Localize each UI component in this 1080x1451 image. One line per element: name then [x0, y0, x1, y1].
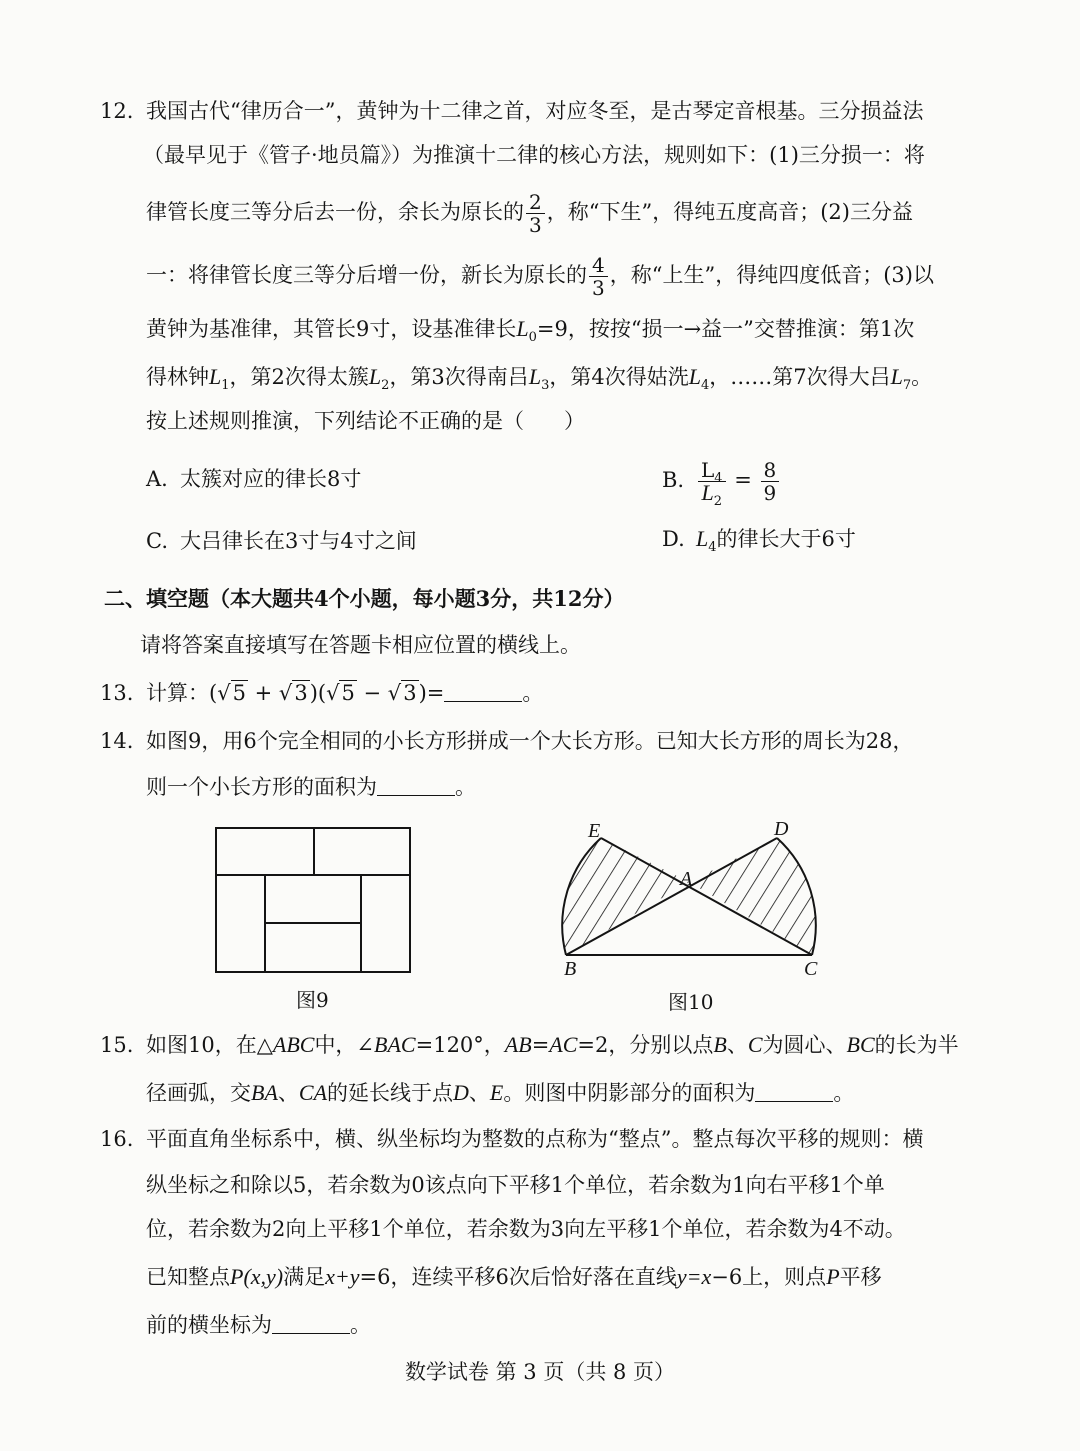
var-xy: (x,y): [243, 1264, 284, 1289]
label-E: E: [588, 820, 601, 842]
q15-text: 。则图中阴影部分的面积为: [503, 1081, 756, 1105]
var-L: L: [368, 364, 382, 389]
q12-line-6: [146, 362, 932, 392]
q13-number: 13.: [100, 681, 134, 705]
var-C: C: [747, 1032, 763, 1057]
q15-text: 径画弧，交: [146, 1081, 251, 1105]
radicand: 3: [294, 681, 308, 705]
q16-line-5: [146, 1310, 371, 1340]
q15-text: 如图10，在△: [146, 1033, 273, 1057]
q12-line-6-e: ，……第7次得大吕: [709, 365, 891, 389]
var-E: E: [489, 1080, 504, 1105]
q14-line-2: [146, 772, 476, 802]
q12-line-4-b: ，称“上生”，得纯四度低音；(3)以: [609, 263, 934, 287]
q16-text: 前的横坐标为: [146, 1313, 272, 1337]
q15-text: 、: [726, 1033, 748, 1057]
q12-line-4-a: 一：将律管长度三等分后增一份，新长为原长的: [146, 263, 587, 287]
subscript: 2: [381, 378, 390, 393]
q12-option-d: [662, 524, 856, 554]
var-AC: AC: [549, 1032, 578, 1057]
q13-pre: 计算：(: [146, 681, 218, 705]
option-text: 大吕律长在3寸与4寸之间: [180, 529, 417, 553]
q16-line-1: 平面直角坐标系中，横、纵坐标均为整数的点称为“整点”。整点每次平移的规则：横: [146, 1127, 924, 1151]
var-B: B: [713, 1032, 727, 1057]
q12-line-3-b: ，称“下生”，得纯五度高音；(2)三分益: [546, 200, 913, 224]
section-2-title: 二、填空题（本大题共4个小题，每小题3分，共12分）: [104, 586, 625, 611]
subscript: 0: [528, 330, 537, 345]
answer-blank: [272, 1313, 350, 1334]
sqrt-3: √3: [278, 681, 308, 705]
q12-line-2: （最早见于《管子·地员篇》）为推演十二律的核心方法，规则如下：(1)三分损一：将: [143, 143, 925, 167]
var-L: L: [890, 364, 903, 389]
subscript: 1: [221, 378, 230, 393]
q12-line-6-d: ，第4次得姑洗: [549, 365, 689, 389]
q12-line-5-b: =9，按按“损一→益一”交替推演：第1次: [536, 317, 915, 341]
var-AB: AB: [504, 1032, 532, 1057]
option-text: 太簇对应的律长8寸: [180, 467, 362, 491]
q14-number: 14.: [100, 729, 134, 753]
q16-text: 已知整点: [146, 1265, 230, 1289]
q12-line-6-b: ，第2次得太簇: [229, 365, 369, 389]
var-P: P: [826, 1264, 840, 1289]
q15-text: 为圆心、: [762, 1033, 847, 1057]
figure-9-diagram: [214, 826, 414, 974]
label-B: B: [564, 958, 577, 980]
q16-line-4: [146, 1262, 882, 1292]
q16-line-2: 纵坐标之和除以5，若余数为0该点向下平移1个单位，若余数为1向右平移1个单: [146, 1173, 885, 1197]
q12-option-b: [662, 452, 781, 508]
expr-x-plus-y: x+y: [325, 1264, 360, 1289]
q15-text: 的长为半: [874, 1033, 959, 1057]
var-L: L: [688, 364, 701, 389]
q14-line-1: 如图9，用6个完全相同的小长方形拼成一个大长方形。已知大长方形的周长为28，: [146, 729, 914, 753]
q15-number: 15.: [100, 1033, 134, 1057]
option-label: A.: [146, 467, 168, 491]
q12-line-5: [146, 314, 914, 344]
q12-line-6-f: 。: [911, 365, 933, 389]
fraction-four-thirds: [589, 254, 608, 299]
radicand: 3: [403, 681, 417, 705]
sqrt-5: √5: [326, 681, 355, 705]
period: 。: [455, 775, 476, 799]
q12-line-3-a: 律管长度三等分后去一份，余长为原长的: [146, 200, 524, 224]
var-L: L: [516, 316, 529, 341]
label-D: D: [774, 818, 789, 840]
fraction-denominator: 9: [763, 481, 777, 505]
q15-text: =120°，: [415, 1033, 505, 1057]
q16-text: =6，连续平移6次后恰好落在直线: [359, 1265, 677, 1289]
q13-mid: )(: [309, 681, 327, 705]
q12-line-7-close: ）: [564, 409, 585, 433]
plus-sign: +: [247, 681, 279, 705]
q12-line-3: [146, 191, 913, 236]
var-BC: BC: [846, 1032, 875, 1057]
period: 。: [833, 1081, 855, 1105]
fraction-denominator: 3: [592, 276, 605, 300]
q16-text: −6上，则点: [711, 1265, 827, 1289]
subscript: 4: [700, 378, 710, 393]
q12-line-7-text: 按上述规则推演，下列结论不正确的是（: [146, 409, 524, 433]
option-label: B.: [662, 468, 685, 492]
fraction-denominator: [698, 480, 726, 509]
figure-10-diagram: [548, 815, 838, 980]
fraction-numerator: 4: [589, 254, 608, 277]
subscript: 2: [713, 494, 723, 509]
q15-text: 中，∠: [314, 1033, 375, 1057]
minus-sign: −: [356, 681, 388, 705]
sqrt-3: √3: [387, 681, 417, 705]
answer-blank: [755, 1081, 833, 1102]
q13-text: [146, 678, 543, 708]
q14-line-2-text: 则一个小长方形的面积为: [146, 775, 377, 799]
subscript: 3: [541, 378, 550, 393]
var-ABC: ABC: [272, 1032, 315, 1057]
label-A: A: [680, 868, 693, 890]
q12-option-c: [146, 526, 417, 556]
fraction-eight-ninths: [761, 459, 780, 504]
q15-text: 的延长线于点: [327, 1081, 454, 1105]
subscript: 4: [714, 471, 723, 486]
radicand: 5: [232, 681, 246, 705]
equals-sign: =: [734, 468, 752, 492]
q12-line-6-a: 得林钟: [146, 365, 209, 389]
q16-line-3: 位，若余数为2向上平移1个单位，若余数为3向左平移1个单位，若余数为4不动。: [146, 1217, 906, 1241]
var-BA: BA: [251, 1080, 278, 1105]
label-C: C: [804, 958, 818, 980]
q12-line-5-a: 黄钟为基准律，其管长9寸，设基准律长: [146, 317, 517, 341]
q12-line-7: [146, 406, 585, 436]
subscript: 7: [902, 378, 912, 393]
q13-post: )=: [418, 681, 445, 705]
fraction-numerator: 2: [526, 191, 545, 214]
radicand: 5: [341, 681, 355, 705]
period: 。: [350, 1313, 371, 1337]
q16-number: 16.: [100, 1127, 134, 1151]
q12-line-1: 我国古代“律历合一”，黄钟为十二律之首，对应冬至，是古琴定音根基。三分损益法: [146, 99, 924, 123]
q12-option-a: [146, 464, 361, 494]
var-CA: CA: [298, 1080, 328, 1105]
q16-text: 平移: [839, 1265, 882, 1289]
option-text: 的律长大于6寸: [716, 527, 856, 551]
var-L: L: [209, 364, 222, 389]
equals-sign: =: [531, 1033, 550, 1057]
section-2-instructions: 请将答案直接填写在答题卡相应位置的横线上。: [140, 633, 581, 657]
fraction-two-thirds: [526, 191, 545, 236]
sqrt-5: √5: [217, 681, 246, 705]
q16-text: 满足: [283, 1265, 326, 1289]
fraction-denominator: 3: [529, 213, 542, 237]
expr-y-eq-x: y=x: [676, 1264, 712, 1289]
period: 。: [522, 681, 544, 705]
option-label: D.: [662, 527, 685, 551]
answer-blank: [377, 775, 455, 796]
q15-text: 、: [277, 1081, 299, 1105]
var-BAC: BAC: [374, 1032, 416, 1057]
figure-10-caption: 图10: [668, 990, 714, 1014]
fraction-numerator: 8: [761, 459, 780, 482]
subscript: 4: [708, 540, 717, 555]
var-L: L: [701, 480, 714, 505]
var-D: D: [453, 1080, 469, 1105]
var-L: L: [696, 526, 709, 551]
q12-number: 12.: [100, 99, 134, 123]
option-label: C.: [146, 529, 168, 553]
q15-text: 、: [468, 1081, 490, 1105]
q15-line-2: [146, 1078, 854, 1108]
q12-line-6-c: ，第3次得南吕: [389, 365, 529, 389]
fraction-numerator: [698, 458, 726, 486]
q12-line-4: [146, 254, 934, 299]
figure-9-caption: 图9: [296, 988, 329, 1012]
fraction-L4-over-L2: [698, 458, 726, 509]
var-L: L: [701, 458, 715, 482]
var-L: L: [528, 364, 542, 389]
q15-text: =2，分别以点: [577, 1033, 714, 1057]
page-footer: 数学试卷 第 3 页（共 8 页）: [404, 1360, 676, 1384]
q15-line-1: [146, 1030, 959, 1060]
var-P: P: [230, 1264, 244, 1289]
answer-blank: [444, 681, 522, 702]
